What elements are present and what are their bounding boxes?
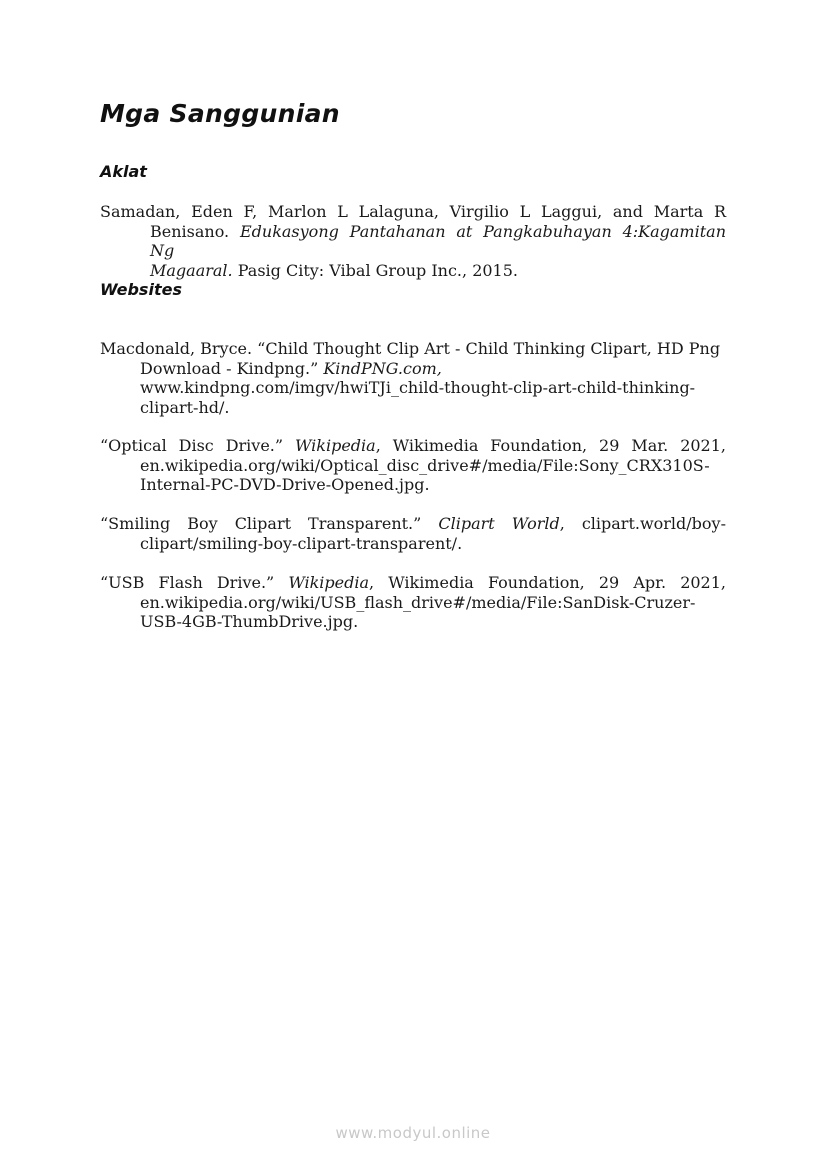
- reference-line: Samadan, Eden F, Marlon L Lalaguna, Virgilio L Laggui, and Marta R: [100, 202, 726, 221]
- site-name: KindPNG.com,: [323, 358, 442, 378]
- reference-text: , Wikimedia Foundation, 29 Mar. 2021,: [375, 436, 726, 455]
- reference-text: , Wikimedia Foundation, 29 Apr. 2021,: [369, 573, 727, 592]
- reference-line: [100, 436, 726, 456]
- reference-website-2: [100, 436, 726, 495]
- reference-website-4: [100, 573, 726, 632]
- reference-text: Pasig City: Vibal Group Inc., 2015.: [232, 260, 518, 280]
- reference-text: Benisano.: [150, 221, 240, 241]
- watermark: www.modyul.online: [335, 1124, 491, 1142]
- reference-url: en.wikipedia.org/wiki/USB_flash_drive#/media/File:SanDisk-Cruzer-: [140, 592, 696, 612]
- reference-website-1: [100, 339, 726, 417]
- reference-line: [100, 261, 726, 281]
- page-title: Mga Sanggunian: [100, 99, 340, 128]
- site-name: Wikipedia: [288, 573, 370, 592]
- reference-website-3: [100, 514, 726, 553]
- reference-line: [100, 359, 726, 379]
- reference-line: [100, 222, 726, 261]
- site-name: Wikipedia: [295, 436, 376, 455]
- reference-text: “Optical Disc Drive.”: [100, 436, 295, 455]
- book-title: Edukasyong Pantahanan at Pangkabuhayan 4:Kagamitan Ng: [150, 221, 726, 260]
- reference-line: Macdonald, Bryce. “Child Thought Clip Art - Child Thinking Clipart, HD Png: [100, 339, 721, 358]
- reference-text: Download - Kindpng.”: [140, 358, 324, 378]
- reference-url: Internal-PC-DVD-Drive-Opened.jpg.: [140, 475, 430, 494]
- reference-line: [100, 514, 726, 534]
- site-name: Clipart World: [438, 514, 560, 533]
- reference-url: clipart-hd/.: [140, 397, 230, 417]
- reference-url: www.kindpng.com/imgv/hwiTJi_child-thought-clip-art-child-thinking-: [140, 378, 696, 397]
- section-heading-aklat: Aklat: [100, 162, 147, 181]
- reference-text: “USB Flash Drive.”: [100, 573, 289, 592]
- reference-aklat-1: [100, 202, 726, 280]
- section-heading-websites: Websites: [100, 280, 182, 299]
- book-title-cont: Magaaral.: [150, 260, 233, 280]
- reference-url: clipart/smiling-boy-clipart-transparent/.: [140, 533, 463, 553]
- reference-line: [100, 573, 726, 593]
- reference-url: USB-4GB-ThumbDrive.jpg.: [140, 612, 359, 631]
- reference-text: , clipart.world/boy-: [559, 514, 726, 533]
- reference-url: en.wikipedia.org/wiki/Optical_disc_drive#/media/File:Sony_CRX310S-: [140, 455, 710, 475]
- reference-text: “Smiling Boy Clipart Transparent.”: [100, 514, 439, 533]
